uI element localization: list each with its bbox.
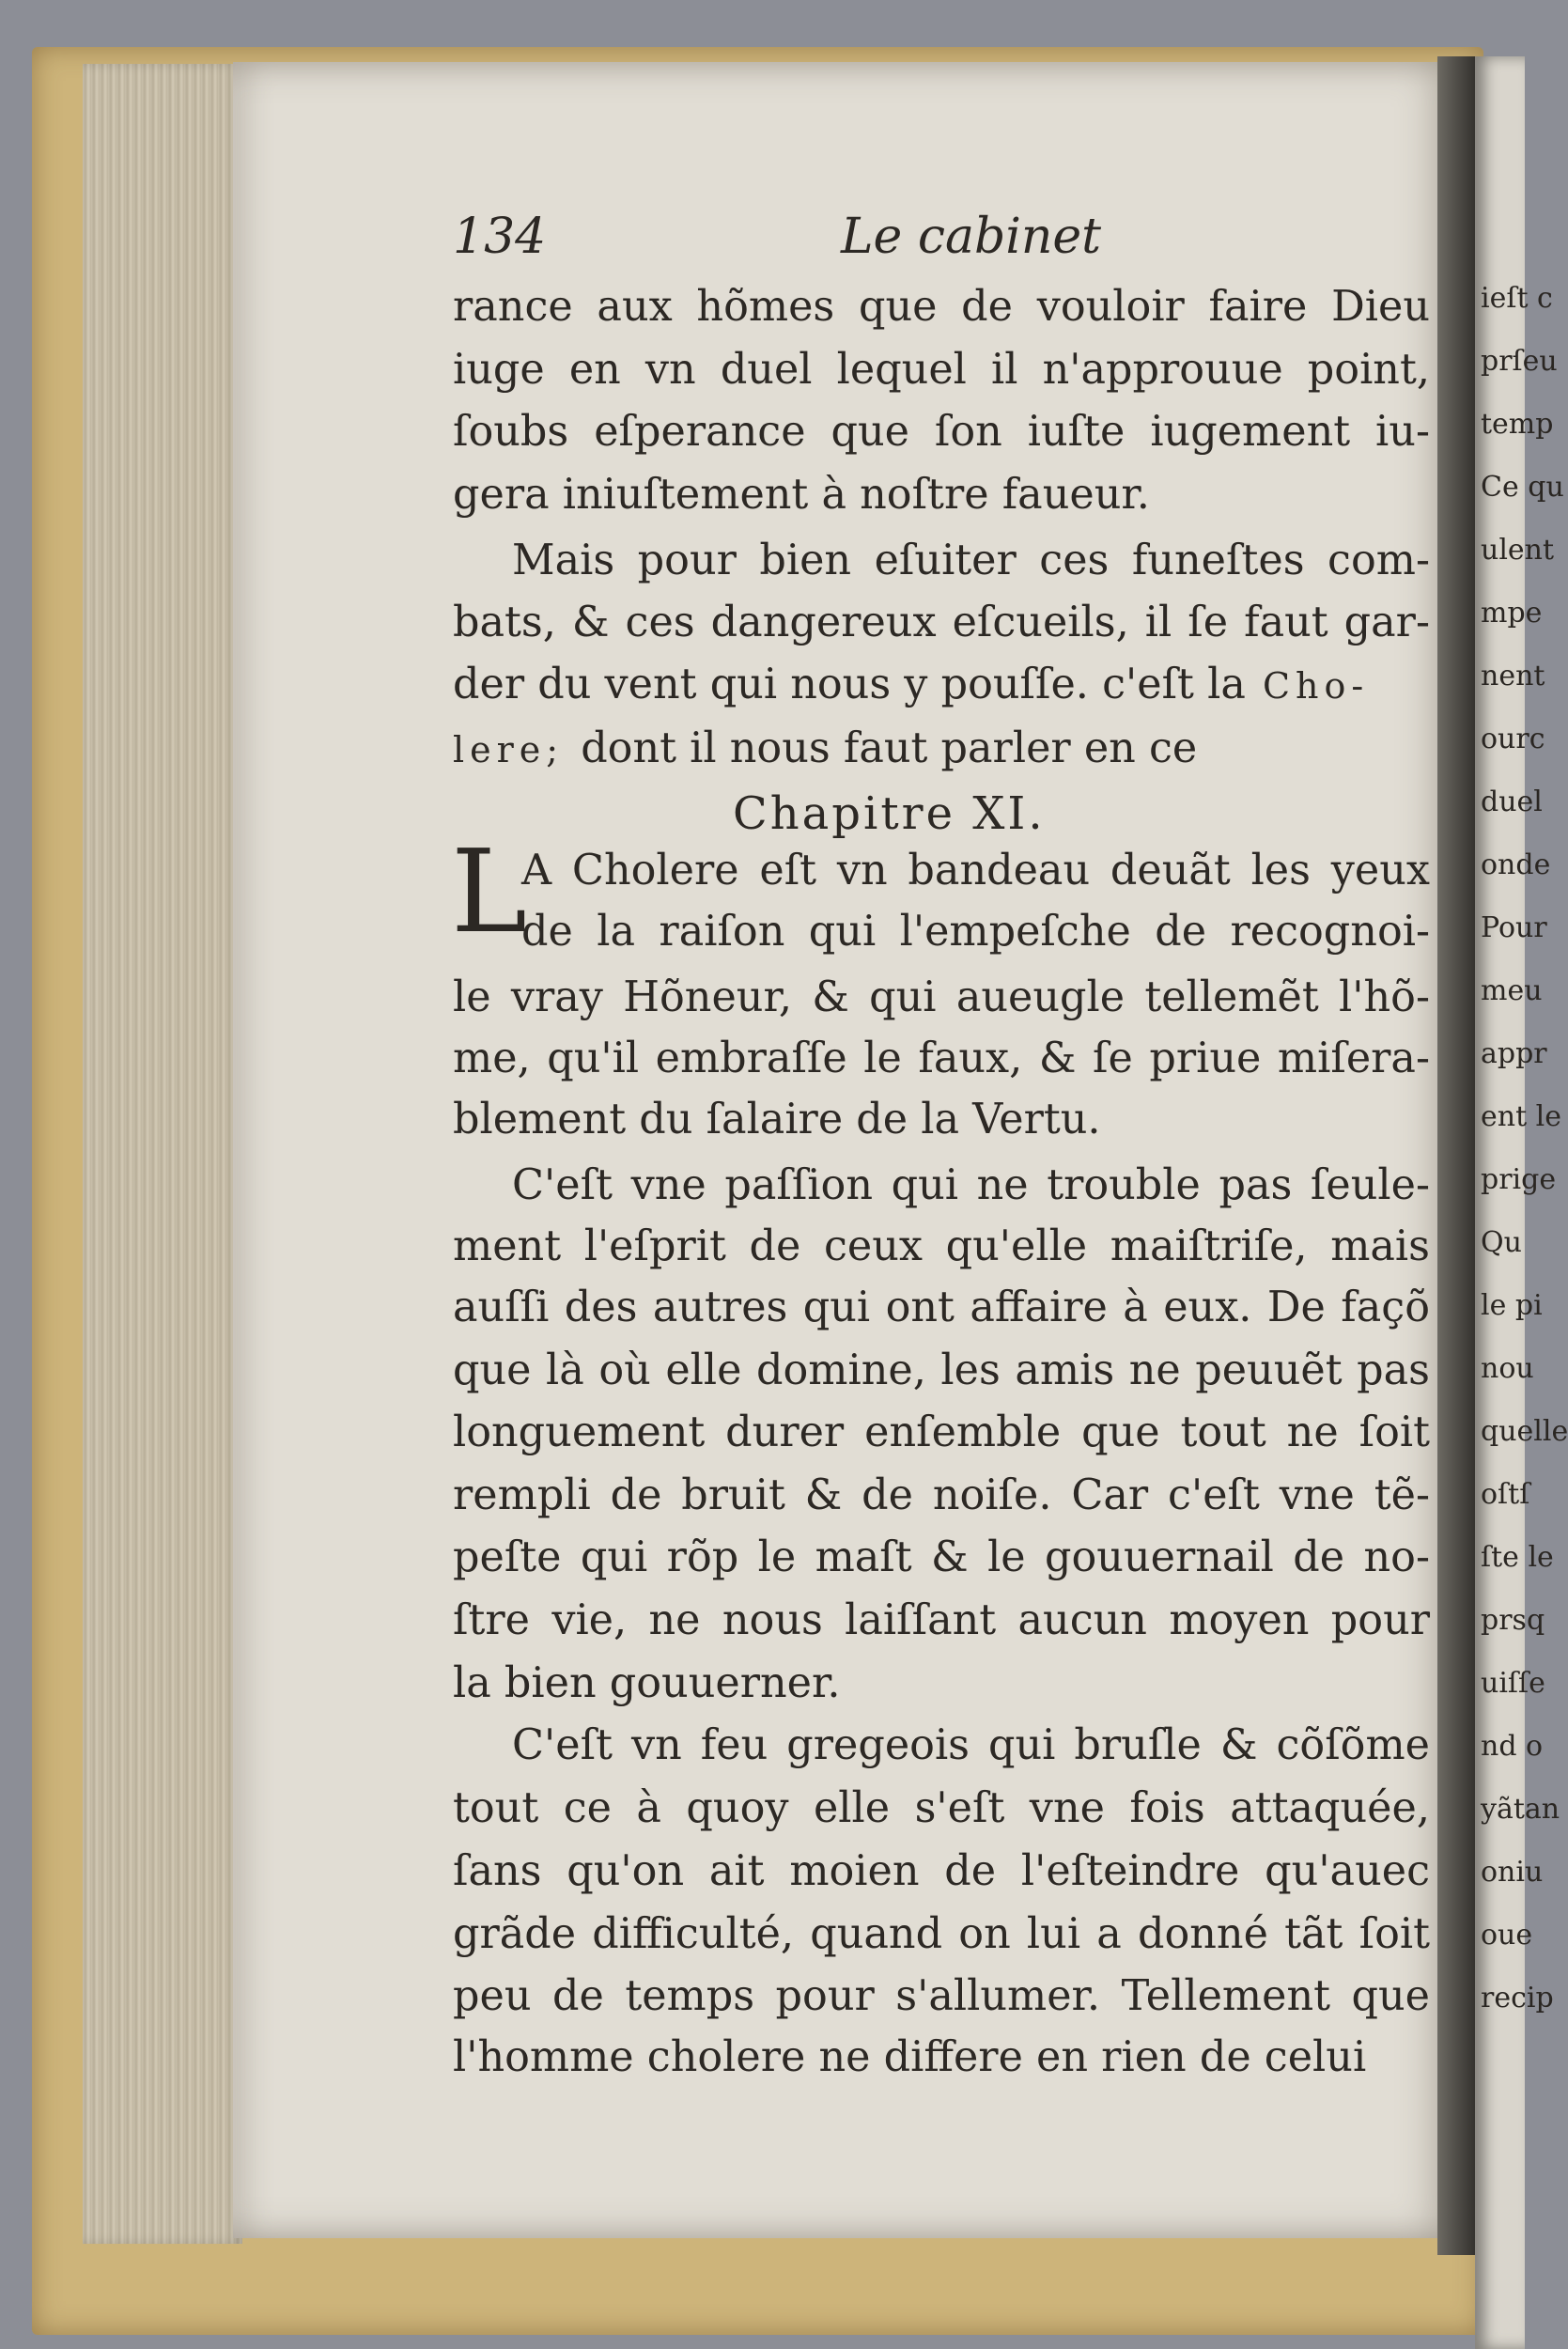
text-line-content: bats, & ces dangereux eſcueils, il ſe faut gar-	[453, 599, 1430, 646]
text-line: de la raiſon qui l'empeſche de recognoi-	[521, 908, 1430, 956]
text-line-content: iuge en vn duel lequel il n'approuue point,	[453, 346, 1430, 394]
running-title: Le cabinet	[841, 209, 1102, 265]
text-line: la bien gouuerner.	[453, 1659, 841, 1707]
adjacent-page-fragment: oniu	[1481, 1856, 1544, 1889]
adjacent-page-fragment: ulent	[1481, 534, 1555, 567]
adjacent-page-fragment: prsq	[1481, 1604, 1545, 1637]
text-line: grãde difficulté, quand on lui a donné tãt ſoit	[453, 1910, 1430, 1958]
text-line: ſtre vie, ne nous laiſſant aucun moyen pour	[453, 1596, 1430, 1644]
adjacent-page-fragment: oſtſ	[1481, 1478, 1530, 1511]
adjacent-page-fragment: oue	[1481, 1919, 1533, 1952]
adjacent-page-fragment: ſte le	[1481, 1541, 1554, 1574]
drop-cap-initial: L	[451, 825, 528, 958]
adjacent-page-fragment: ent le	[1481, 1100, 1562, 1133]
text-line: peu de temps pour s'allumer. Tellement que	[453, 1972, 1430, 2020]
text-line: rempli de bruit & de noiſe. Car c'eſt vne tẽ-	[453, 1471, 1430, 1519]
adjacent-page-fragment: prſeu	[1481, 345, 1558, 378]
adjacent-page-fragment: meu	[1481, 974, 1543, 1007]
adjacent-page-fragment: Qu	[1481, 1226, 1522, 1259]
chapter-heading: Chapitre XI.	[733, 787, 1046, 840]
text-line-content: Mais pour bien eſuiter ces funeſtes com-	[512, 537, 1430, 584]
text-line	[453, 408, 1430, 456]
text-line: l'homme cholere ne differe en rien de celui	[453, 2033, 1367, 2081]
text-line: A Cholere eſt vn bandeau deuãt les yeux	[521, 847, 1430, 894]
page-number: 134	[453, 209, 547, 265]
text-line	[453, 724, 1430, 772]
small-caps-word: Cho-	[1245, 665, 1370, 707]
text-line	[512, 537, 1430, 584]
text-line: auſſi des autres qui ont affaire à eux. De façõ	[453, 1283, 1430, 1331]
text-line: ſans qu'on ait moien de l'eſteindre qu'auec	[453, 1847, 1430, 1895]
text-line	[453, 346, 1430, 394]
text-line	[453, 471, 1430, 519]
text-line-content: gera iniuſtement à noſtre faueur.	[453, 471, 1150, 519]
adjacent-page-fragment: quelle	[1481, 1415, 1568, 1448]
adjacent-page-fragment: appr	[1481, 1037, 1547, 1070]
text-line-content: dont il nous faut parler en ce	[581, 724, 1198, 772]
adjacent-page-fragment: uiſſe	[1481, 1667, 1545, 1700]
adjacent-page-fragment: duel	[1481, 786, 1543, 818]
text-line: que là où elle domine, les amis ne peuuẽt pas	[453, 1346, 1430, 1394]
adjacent-page-fragment: yãtan	[1481, 1793, 1560, 1826]
text-line: C'eſt vn feu gregeois qui bruſle & cõſõme	[512, 1721, 1430, 1769]
adjacent-page-fragment: Ce qu	[1481, 471, 1564, 504]
text-line: le vray Hõneur, & qui aueugle tellemẽt l'hõ-	[453, 973, 1430, 1021]
page-header	[453, 209, 1430, 274]
book-fore-edge	[83, 64, 242, 2244]
adjacent-page-right	[1475, 56, 1568, 2349]
adjacent-page-fragment: nent	[1481, 660, 1545, 692]
text-line	[453, 661, 1430, 708]
text-line: tout ce à quoy elle s'eſt vne fois attaquée,	[453, 1784, 1430, 1832]
adjacent-page-fragment: prige	[1481, 1163, 1557, 1196]
adjacent-page-fragment: nou	[1481, 1352, 1534, 1385]
adjacent-page-fragment: recip	[1481, 1982, 1554, 2015]
adjacent-page-fragment: mpe	[1481, 597, 1543, 630]
adjacent-page-fragment: ieſt c	[1481, 282, 1553, 315]
text-line: me, qu'il embraſſe le faux, & ſe priue miſera-	[453, 1034, 1430, 1082]
text-line-content: rance aux hõmes que de vouloir faire Dieu	[453, 283, 1430, 331]
adjacent-page-fragment: temp	[1481, 408, 1554, 441]
text-line	[453, 283, 1430, 331]
adjacent-page-fragment: le pi	[1481, 1289, 1543, 1322]
adjacent-page-fragment: Pour	[1481, 911, 1547, 944]
text-line-content: ſoubs eſperance que ſon iuſte iugement iu-	[453, 408, 1430, 456]
text-line: peſte qui rõp le maſt & le gouuernail de no-	[453, 1533, 1430, 1581]
text-line-content: der du vent qui nous y pouſſe. c'eſt la	[453, 661, 1246, 708]
text-line: C'eſt vne paſſion qui ne trouble pas ſeule-	[512, 1161, 1430, 1209]
small-caps-word: lere;	[453, 729, 582, 770]
text-line	[453, 599, 1430, 646]
text-line: longuement durer enſemble que tout ne ſoit	[453, 1408, 1430, 1456]
adjacent-page-fragment: nd o	[1481, 1730, 1544, 1763]
adjacent-page-fragment: onde	[1481, 848, 1551, 881]
text-line: ment l'eſprit de ceux qu'elle maiſtriſe, mais	[453, 1222, 1430, 1270]
adjacent-page-fragment: ourc	[1481, 723, 1545, 755]
book-gutter	[1437, 56, 1480, 2255]
text-line: blement du ſalaire de la Vertu.	[453, 1096, 1101, 1143]
